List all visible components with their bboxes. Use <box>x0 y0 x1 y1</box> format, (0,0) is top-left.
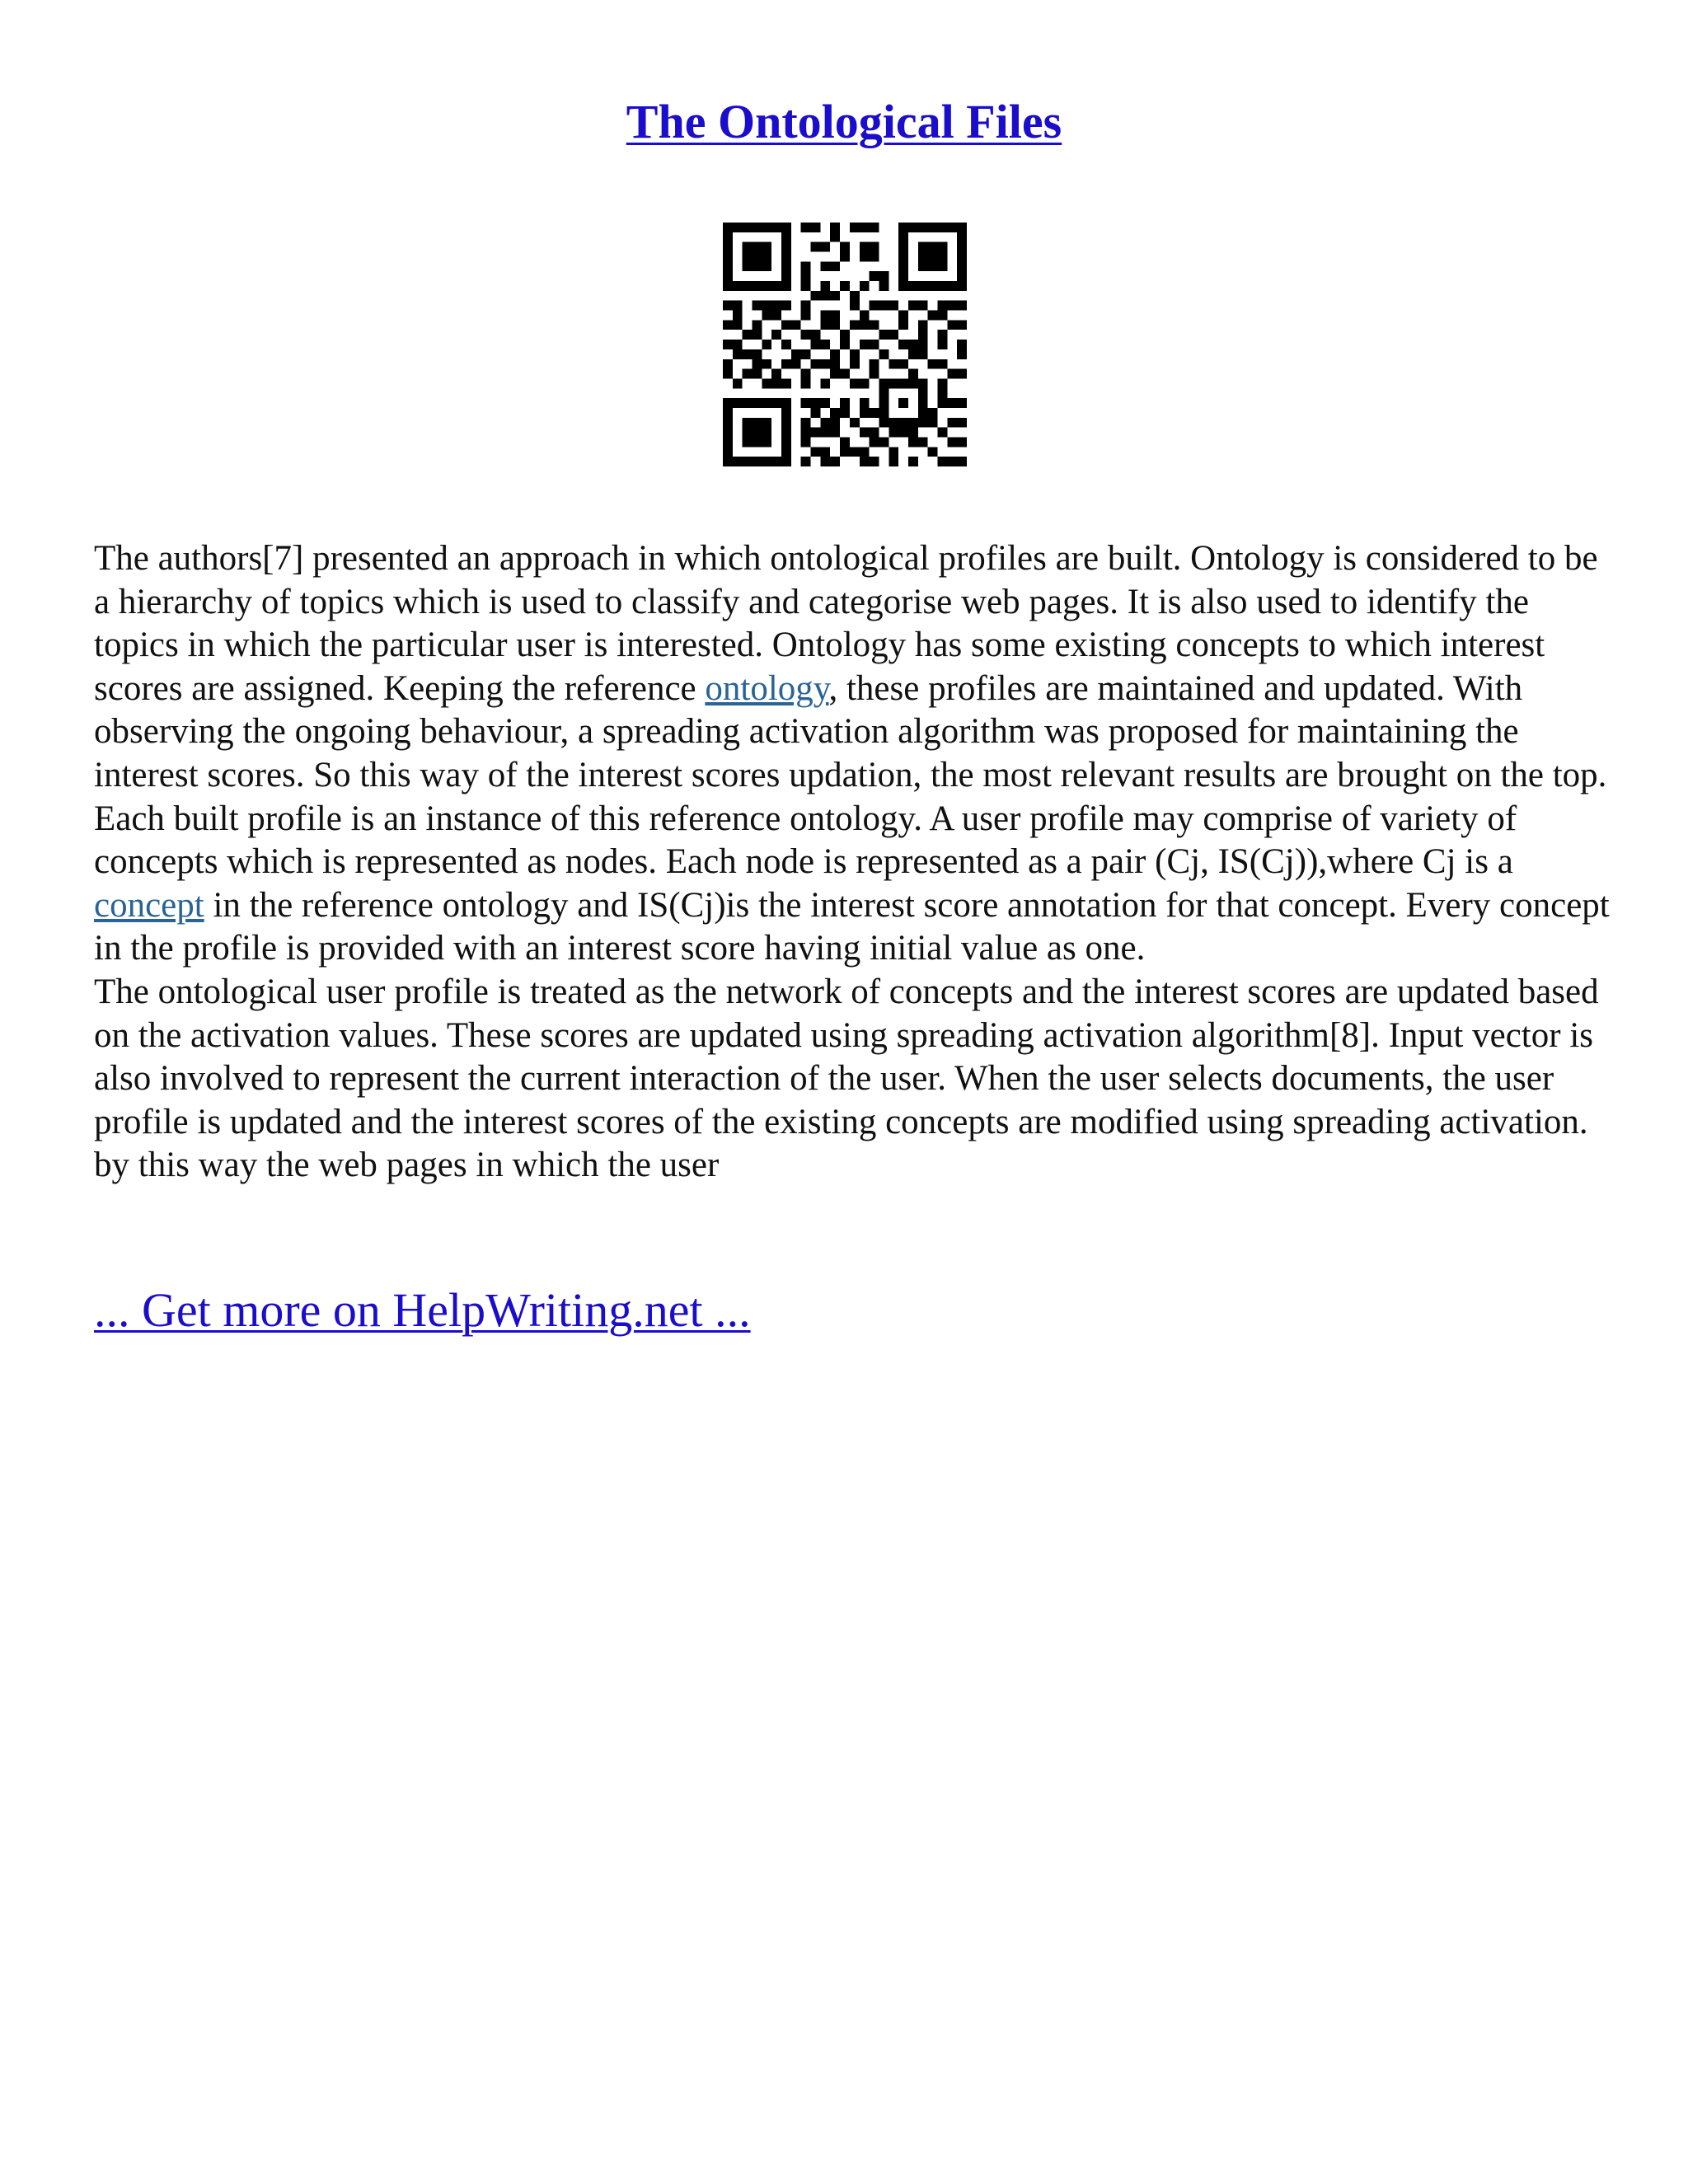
paragraph-3: The ontological user profile is treated as the network of concepts and the interest scores are updated based on the activation values. These scores are updated using spreading activation algorithm[8]. Input vector is also involved to represent the current interaction of the user. When the user selects documents, the user profile is updated and the interest scores of the existing concepts are modified using spreading activation. by this way the web pages in which the user <box>94 972 1599 1185</box>
qr-code-icon <box>723 223 967 466</box>
title-link[interactable]: The Ontological Files <box>626 95 1062 148</box>
article-body <box>94 537 1611 1188</box>
document-title <box>0 89 1688 155</box>
paragraph-2-text-before: Each built profile is an instance of this reference ontology. A user profile may comprise of variety of concepts which is represented as nodes. Each node is represented as a pair (Cj, IS(Cj)),where Cj is a <box>94 799 1517 882</box>
paragraph-1-text-before: The authors[7] presented an approach in which ontological profiles are built. Ontology is considered to be a hierarchy of topics which is used to classify and categorise web pages. It is also used to identify the topics in which the particular user is interested. Ontology has some existing concepts to which interest scores are assigned. Keeping the reference <box>94 539 1598 708</box>
ontology-link[interactable]: ontology <box>705 668 829 708</box>
paragraph-1-text-after: , these profiles are maintained and updated. With observing the ongoing behaviour, a spreading activation algorithm was proposed for maintaining the interest scores. So this way of the interest scores updation, the most relevant results are brought on the top. <box>94 668 1607 794</box>
more-section <box>94 1279 751 1342</box>
paragraph-2 <box>94 798 1611 971</box>
get-more-link[interactable]: ... Get more on HelpWriting.net ... <box>94 1283 751 1337</box>
concept-link[interactable]: concept <box>94 885 204 925</box>
paragraph-2-text-after: in the reference ontology and IS(Cj)is the interest score annotation for that concept. Every concept in the profile is provided with an interest score having initial value as one. <box>94 885 1610 968</box>
paragraph-1 <box>94 537 1611 798</box>
